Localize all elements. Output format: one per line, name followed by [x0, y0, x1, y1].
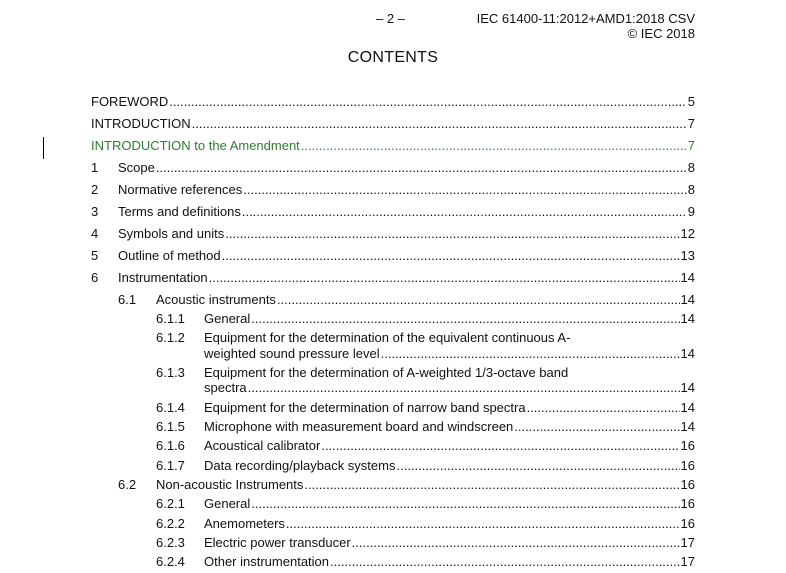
- contents-heading: CONTENTS: [347, 49, 439, 66]
- toc-number: 6.2.4: [156, 554, 185, 569]
- toc-leader: [352, 535, 680, 550]
- toc-number: 1: [91, 160, 99, 175]
- toc-leader: [396, 458, 679, 473]
- toc-leader: [527, 400, 680, 415]
- toc-title: General: [204, 496, 251, 511]
- toc-number: 6.2.2: [156, 516, 185, 531]
- toc-leader: [304, 477, 679, 492]
- toc-page: 17: [680, 554, 695, 569]
- toc-page: 7: [687, 138, 695, 153]
- copyright-line: © IEC 2018: [627, 26, 695, 41]
- toc-leader: [192, 116, 687, 131]
- toc-title: Electric power transducer: [204, 535, 351, 550]
- toc-page: 13: [680, 248, 695, 263]
- toc-page: 14: [680, 270, 695, 285]
- toc-entry-non-acoustic[interactable]: [156, 477, 695, 492]
- toc-entry-scope[interactable]: [118, 160, 695, 175]
- toc-page: 8: [687, 182, 695, 197]
- toc-number: 2: [91, 182, 99, 197]
- toc-number: 5: [91, 248, 99, 263]
- toc-title: Scope: [118, 160, 155, 175]
- toc-title: Equipment for the determination of narrow band spectra: [204, 400, 526, 415]
- text-cursor: [43, 137, 44, 159]
- toc-leader: [277, 292, 680, 307]
- toc-number: 6.1.1: [156, 311, 185, 326]
- toc-leader: [242, 204, 687, 219]
- toc-title: spectra: [204, 380, 247, 395]
- toc-leader: [169, 94, 686, 109]
- toc-entry-outline-method[interactable]: [118, 248, 695, 263]
- toc-page: 12: [680, 226, 695, 241]
- toc-leader: [248, 380, 680, 395]
- toc-leader: [156, 160, 687, 175]
- toc-entry-6-2-4-other-instrumentation[interactable]: [204, 554, 695, 569]
- toc-entry-6-1-4-narrow-band[interactable]: [204, 400, 695, 415]
- toc-leader: [381, 346, 680, 361]
- toc-title: Instrumentation: [118, 270, 208, 285]
- toc-number: 6.1.6: [156, 438, 185, 453]
- toc-entry-6-2-2-anemometers[interactable]: [204, 516, 695, 531]
- standard-line: IEC 61400-11:2012+AMD1:2018 CSV: [476, 11, 695, 26]
- standard-identifier: [477, 11, 695, 41]
- toc-title-line1: Equipment for the determination of A-weighted 1/3-octave band: [204, 365, 569, 380]
- toc-number: 6.1.3: [156, 365, 185, 380]
- toc-number: 4: [91, 226, 99, 241]
- toc-leader: [321, 438, 679, 453]
- toc-number: 6.1.5: [156, 419, 185, 434]
- toc-page: 8: [687, 160, 695, 175]
- toc-number: 6.1.2: [156, 330, 185, 345]
- toc-entry-6-2-1-general[interactable]: [204, 496, 695, 511]
- toc-entry-terms-definitions[interactable]: [118, 204, 695, 219]
- toc-entry-6-1-1-general[interactable]: [204, 311, 695, 326]
- toc-page: 14: [680, 292, 695, 307]
- toc-title: Anemometers: [204, 516, 285, 531]
- toc-page: 16: [680, 438, 695, 453]
- toc-entry-acoustic-instruments[interactable]: [156, 292, 695, 307]
- toc-page: 14: [680, 311, 695, 326]
- toc-page: 16: [680, 458, 695, 473]
- toc-title: INTRODUCTION to the Amendment: [91, 138, 300, 153]
- toc-number: 6.2: [118, 477, 137, 492]
- toc-entry-introduction-amendment[interactable]: [91, 138, 695, 153]
- toc-title: Acoustical calibrator: [204, 438, 321, 453]
- toc-page: 14: [680, 380, 695, 395]
- toc-entry-introduction[interactable]: [91, 116, 695, 131]
- toc-title: Outline of method: [118, 248, 221, 263]
- toc-page: 14: [680, 400, 695, 415]
- toc-leader: [225, 226, 679, 241]
- toc-page: 16: [680, 516, 695, 531]
- toc-title-line1: Equipment for the determination of the equivalent continuous A-: [204, 330, 571, 345]
- toc-number: 6: [91, 270, 99, 285]
- toc-entry-6-1-7-data-recording[interactable]: [204, 458, 695, 473]
- toc-leader: [301, 138, 687, 153]
- toc-leader: [330, 554, 680, 569]
- toc-entry-foreword[interactable]: [91, 94, 695, 109]
- toc-entry-instrumentation[interactable]: [118, 270, 695, 285]
- toc-page: 16: [680, 496, 695, 511]
- toc-entry-6-1-6-calibrator[interactable]: [204, 438, 695, 453]
- toc-page: 9: [687, 204, 695, 219]
- toc-title: weighted sound pressure level: [204, 346, 380, 361]
- toc-title: Other instrumentation: [204, 554, 330, 569]
- toc-title: INTRODUCTION: [91, 116, 191, 131]
- toc-leader: [243, 182, 686, 197]
- toc-title: Microphone with measurement board and windscreen: [204, 419, 514, 434]
- toc-entry-6-2-3-power-transducer[interactable]: [204, 535, 695, 550]
- toc-page: 7: [687, 116, 695, 131]
- toc-number: 6.2.1: [156, 496, 185, 511]
- toc-number: 6.1: [118, 292, 137, 307]
- toc-title: Symbols and units: [118, 226, 225, 241]
- toc-number: 6.1.4: [156, 400, 185, 415]
- toc-page: 5: [687, 94, 695, 109]
- toc-entry-normative-references[interactable]: [118, 182, 695, 197]
- toc-title: FOREWORD: [91, 94, 169, 109]
- toc-leader: [514, 419, 679, 434]
- toc-entry-6-1-2-equipment-aweighted[interactable]: [204, 346, 695, 361]
- toc-number: 6.1.7: [156, 458, 185, 473]
- toc-page: 16: [680, 477, 695, 492]
- toc-title: Non-acoustic Instruments: [156, 477, 304, 492]
- toc-page: 14: [680, 419, 695, 434]
- toc-title: General: [204, 311, 251, 326]
- toc-leader: [251, 496, 679, 511]
- toc-entry-6-1-5-microphone[interactable]: [204, 419, 695, 434]
- toc-title: Terms and definitions: [118, 204, 241, 219]
- toc-number: 3: [91, 204, 99, 219]
- toc-entry-6-1-3-equipment-octave[interactable]: [204, 380, 695, 395]
- toc-title: Data recording/playback systems: [204, 458, 396, 473]
- toc-page: 14: [680, 346, 695, 361]
- toc-title: Normative references: [118, 182, 243, 197]
- toc-leader: [286, 516, 680, 531]
- toc-leader: [222, 248, 680, 263]
- toc-leader: [251, 311, 679, 326]
- page-number: – 2 –: [376, 11, 405, 26]
- toc-title: Acoustic instruments: [156, 292, 276, 307]
- toc-number: 6.2.3: [156, 535, 185, 550]
- toc-entry-symbols-units[interactable]: [118, 226, 695, 241]
- toc-leader: [209, 270, 680, 285]
- toc-page: 17: [680, 535, 695, 550]
